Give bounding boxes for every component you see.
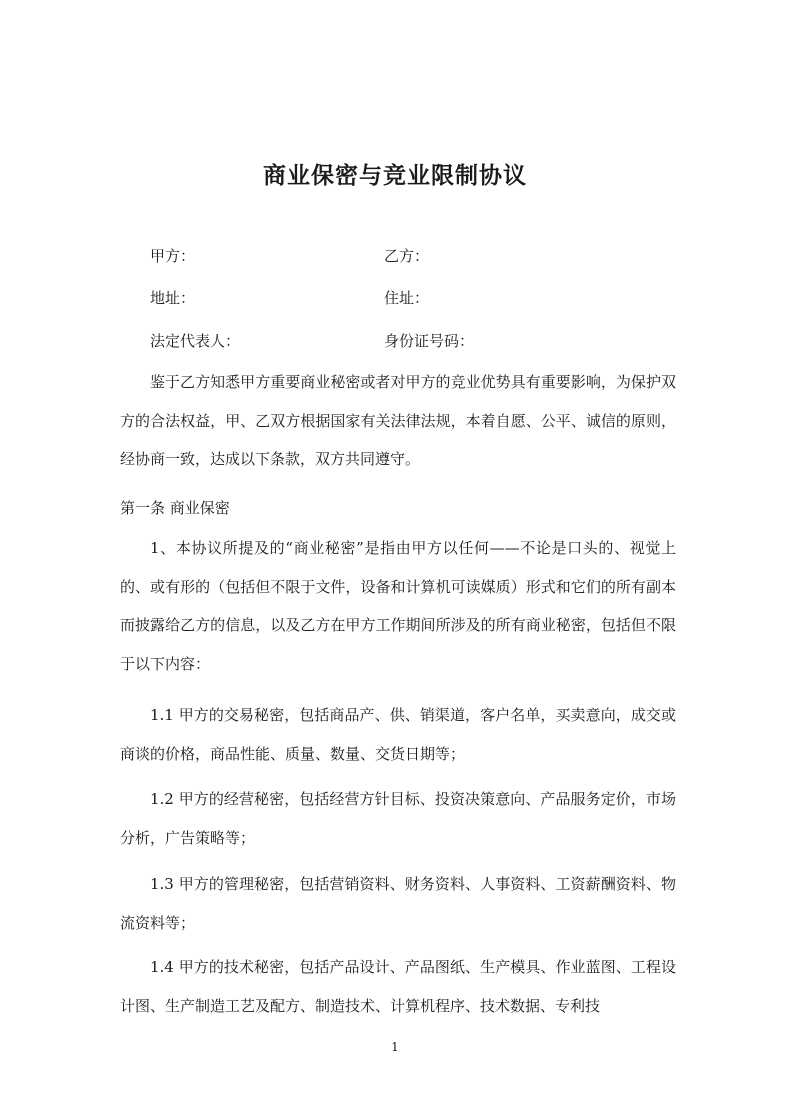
party-row-representative (150, 330, 710, 352)
party-a-label: 甲方： (150, 247, 196, 265)
clause-1-1-paragraph: 1.1 甲方的交易秘密，包括商品产、供、销渠道，客户名单，买卖意向，成交或商谈的价格，商品性能、质量、数量、交货日期等； (120, 706, 676, 763)
party-a-address-label: 地址： (150, 289, 196, 307)
clause-1-4-paragraph: 1.4 甲方的技术秘密，包括产品设计、产品图纸、生产模具、作业蓝图、工程设计图、生产制造工艺及配方、制造技术、计算机程序、技术数据、专利技 (120, 958, 676, 1015)
clause-1-paragraph: 1、本协议所提及的“商业秘密”是指由甲方以任何——不论是口头的、视觉上的、或有形的（包括但不限于文件，设备和计算机可读媒质）形式和它们的所有副本而披露给乙方的信息，以及乙方在甲方工作期间所涉及的所有商业秘密，包括但不限于以下内容： (120, 539, 676, 673)
page-number: 1 (391, 1040, 399, 1054)
party-b-label: 乙方： (384, 247, 430, 265)
clause-1-2-paragraph: 1.2 甲方的经营秘密，包括经营方针目标、投资决策意向、产品服务定价，市场分析，广告策略等； (120, 790, 676, 847)
party-row-party (150, 245, 710, 267)
preamble-paragraph: 鉴于乙方知悉甲方重要商业秘密或者对甲方的竞业优势具有重要影响，为保护双方的合法权益，甲、乙双方根据国家有关法律法规，本着自愿、公平、诚信的原则，经协商一致，达成以下条款，双方共同遵守。 (120, 373, 676, 468)
id-number-label: 身份证号码： (384, 332, 475, 350)
party-row-address (150, 287, 710, 309)
legal-representative-label: 法定代表人： (150, 332, 241, 350)
article-1-heading: 第一条 商业保密 (120, 499, 230, 517)
document-title: 商业保密与竞业限制协议 (263, 162, 527, 189)
clause-1-3-paragraph: 1.3 甲方的管理秘密，包括营销资料、财务资料、人事资料、工资薪酬资料、物流资料等； (120, 875, 676, 932)
party-b-address-label: 住址： (384, 289, 430, 307)
